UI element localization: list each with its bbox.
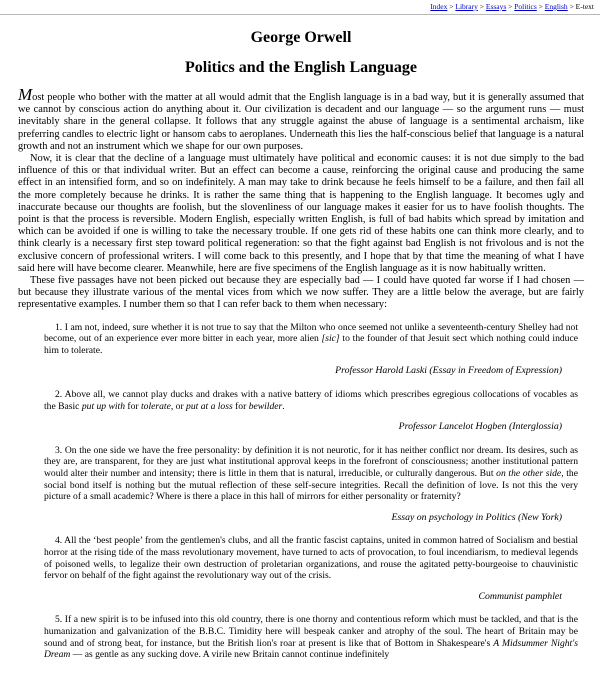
specimen-text-part: for	[232, 400, 249, 412]
essay-content	[18, 24, 584, 673]
specimen-text-part: 1. I am not, indeed, sure whether it is not true to say that the Milton who once seemed not unlike a seventeenth-century Shelley had not become, out of an experience ever more bitter in each year, more alien	[44, 321, 578, 345]
breadcrumb-separator: >	[538, 2, 543, 11]
specimen-emphasis: put at a loss	[186, 400, 233, 412]
specimen-text-part: — as gentle as any sucking dove. A virile new Britain cannot continue indefinitely	[70, 649, 390, 661]
specimen-text	[44, 322, 578, 357]
specimen-emphasis: bewilder	[248, 400, 283, 412]
breadcrumb-link-library[interactable]: Library	[455, 2, 478, 11]
specimen-emphasis: A Midsummer Night's Dream	[44, 637, 578, 661]
specimen-text	[44, 614, 578, 660]
specimen-list	[44, 322, 578, 661]
specimen-text	[44, 445, 578, 503]
specimen-1	[44, 322, 578, 377]
breadcrumb-separator: >	[569, 2, 574, 11]
specimen-text	[44, 389, 578, 412]
specimen-source: Professor Lancelot Hogben (Interglossia)	[398, 421, 562, 433]
header-divider	[0, 14, 600, 15]
specimen-4	[44, 535, 578, 602]
specimen-text-part: 2. Above all, we cannot play ducks and drakes with a native battery of idioms which prescribes egregious collocations of vocables as the Basic	[44, 389, 578, 412]
intro-paragraph-1-text: ost people who bother with the matter at all would admit that the English language is in a bad way, but it is generally assumed that we cannot by conscious action do anything about it. Our civilization is decadent and our language — so the argument runs — must inevitably share in the general collapse. It follows that any struggle against the abuse of language is a sentimental archaism, like preferring candles to electric light or hansom cabs to aeroplanes. Underneath this lies the half-conscious belief that language is a natural growth and not an instrument which we shape for our own purposes.	[18, 92, 584, 152]
intro-paragraph-2: Now, it is clear that the decline of a language must ultimately have political and economic causes: it is not due simply to the bad influence of this or that individual writer. But an effect can become a cause, reinforcing the original cause and producing the same effect in an intensified form, and so on indefinitely. A man may take to drink because he feels himself to be a failure, and then fail all the more completely because he drinks. It is rather the same thing that is happening to the English language. It becomes ugly and inaccurate because our thoughts are foolish, but the slovenliness of our language makes it easier for us to have foolish thoughts. The point is that the process is reversible. Modern English, especially written English, is full of bad habits which spread by imitation and which can be avoided if one is willing to take the necessary trouble. If one gets rid of these habits one can think more clearly, and to think clearly is a necessary first step toward political regeneration: so that the fight against bad English is not frivolous and is not the exclusive concern of professional writers. I will come back to this presently, and I hope that by that time the meaning of what I have said here will have become clearer. Meanwhile, here are five specimens of the English language as it is now habitually written.	[18, 153, 584, 274]
specimen-source: Communist pamphlet	[478, 590, 562, 602]
specimen-text: 4. All the ‘best people’ from the gentlemen's clubs, and all the frantic fascist captains, united in common hatred of Socialism and bestial horror at the rising tide of the mass revolutionary movement, have turned to acts of provocation, to foul incendiarism, to medieval legends of poisoned wells, to legalize their own destruction of proletarian organizations, and rouse the agitated petty-bourgeoise to chauvinistic fervor on behalf of the fight against the revolutionary way out of the crisis.	[44, 535, 578, 582]
breadcrumb-current: E-text	[575, 2, 594, 11]
breadcrumb-link-english[interactable]: English	[544, 2, 568, 11]
specimen-emphasis: put up with	[81, 400, 126, 412]
breadcrumb-separator: >	[479, 2, 484, 11]
specimen-text-part: for	[125, 400, 142, 412]
author-name: George Orwell	[250, 29, 352, 46]
specimen-source: Professor Harold Laski (Essay in Freedom of Expression)	[335, 365, 562, 377]
specimen-5	[44, 614, 578, 660]
specimen-text-part: , or	[170, 400, 187, 412]
specimen-emphasis: tolerate	[141, 400, 171, 412]
breadcrumb-link-politics[interactable]: Politics	[514, 2, 537, 11]
specimen-text-part: to the founder of that Jesuit sect which nothing could induce him to tolerate.	[44, 333, 578, 356]
breadcrumb-separator: >	[449, 2, 454, 11]
breadcrumb-link-essays[interactable]: Essays	[485, 2, 507, 11]
breadcrumb-link-index[interactable]: Index	[430, 2, 448, 11]
breadcrumb-separator: >	[508, 2, 513, 11]
specimen-source: Essay on psychology in Politics (New York)	[391, 511, 562, 523]
specimen-text-part: , the social bond itself is nothing but the mutual reflection of these self-secure integrities. Recall the definition of love. Is not this the very picture of a small academic? Where is there a place in this hall of mirrors for either personality or fraternity?	[44, 468, 578, 503]
specimen-text-part: 5. If a new spirit is to be infused into this old country, there is one thorny and contentious reform which must be tackled, and that is the humanization and galvanization of the B.B.C. Timidity here will bespeak canker and atrophy of the soul. The heart of Britain may be sound and of strong beat, for instance, but the British lion's roar at present is like that of Bottom in Shakespeare's	[44, 614, 578, 649]
specimen-emphasis: on the other side	[496, 468, 562, 479]
specimen-text-part: 3. On the one side we have the free personality: by definition it is not neurotic, for it has neither conflict nor dream. Its desires, such as they are, are transparent, for they are just what institutional approval keeps in the forefront of consciousness; another institutional pattern would alter their number and intensity; there is little in them that is natural, irreducible, or culturally dangerous. But	[44, 444, 578, 479]
specimen-emphasis: [sic]	[321, 333, 340, 345]
drop-cap: M	[18, 85, 33, 104]
specimen-text-part: .	[282, 400, 285, 412]
specimen-3	[44, 445, 578, 524]
essay-title: Politics and the English Language	[184, 59, 418, 76]
specimen-2	[44, 389, 578, 433]
breadcrumb	[430, 2, 594, 11]
intro-paragraph-1	[18, 85, 584, 153]
intro-paragraph-3: These five passages have not been picked out because they are especially bad — I could have quoted far worse if I had chosen — but because they illustrate various of the mental vices from which we now suffer. They are a little below the average, but are fairly representative examples. I number them so that I can refer back to them when necessary:	[18, 275, 584, 311]
